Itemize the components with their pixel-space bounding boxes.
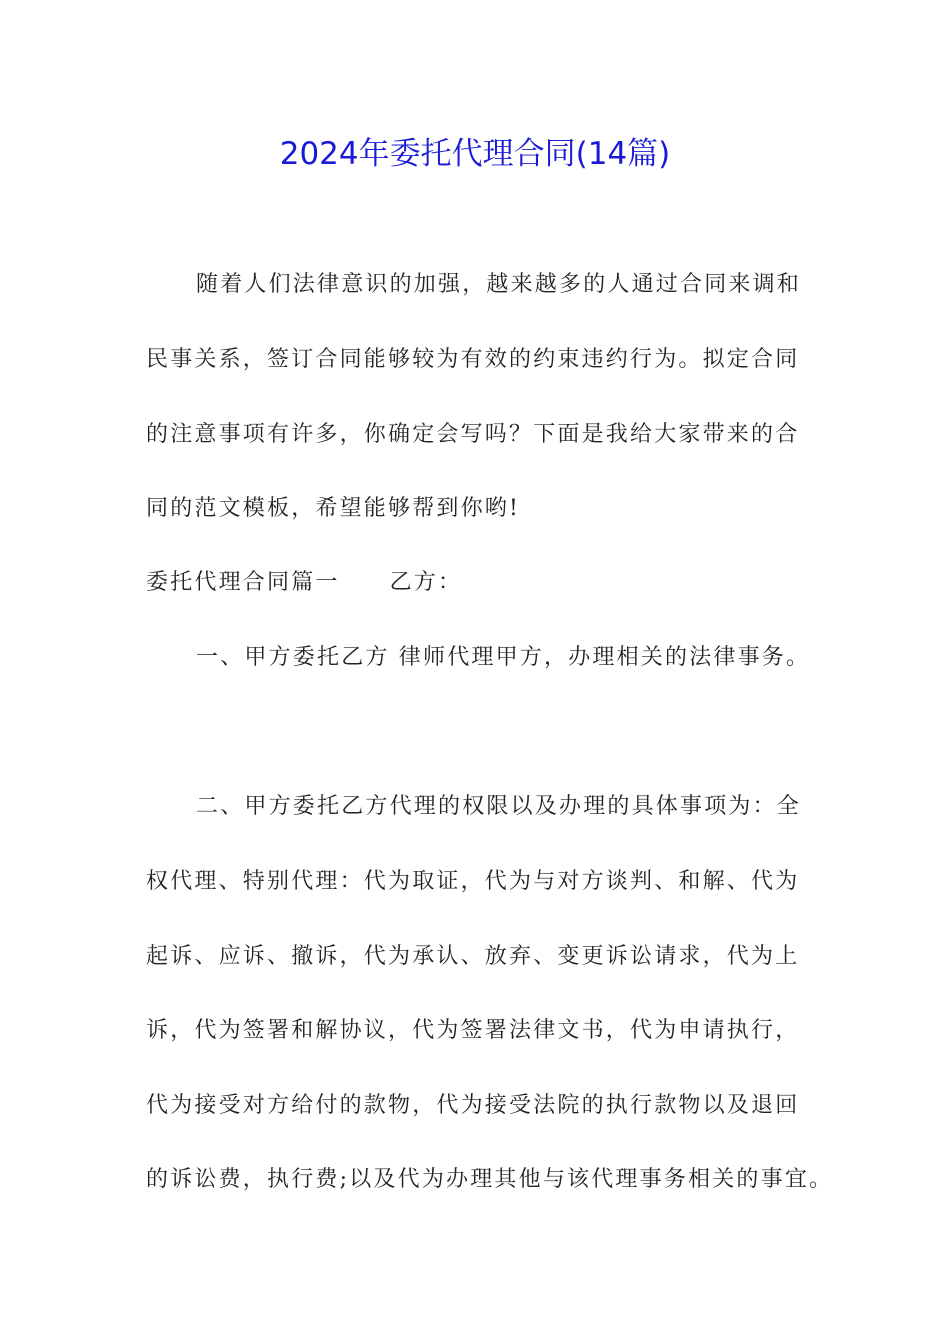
document-title: 2024年委托代理合同(14篇): [279, 136, 671, 172]
section-heading-row: [146, 568, 462, 598]
intro-line-4: 同的范文模板，希望能够帮到你哟!: [146, 496, 521, 521]
clause-2-line-2: 权代理、特别代理：代为取证，代为与对方谈判、和解、代为: [146, 869, 800, 894]
clause-2-line-6: 的诉讼费，执行费;以及代为办理其他与该代理事务相关的事宜。: [146, 1167, 834, 1192]
clause-2-line-3: 起诉、应诉、撤诉，代为承认、放弃、变更诉讼请求，代为上: [146, 944, 800, 969]
clause-2-line-1: 二、甲方委托乙方代理的权限以及办理的具体事项为：全: [196, 794, 802, 819]
party-b-label: 乙方：: [389, 570, 463, 595]
intro-line-1: 随着人们法律意识的加强，越来越多的人通过合同来调和: [196, 272, 802, 297]
clause-2-line-5: 代为接受对方给付的款物，代为接受法院的执行款物以及退回: [146, 1093, 800, 1118]
clause-2-line-4: 诉，代为签署和解协议，代为签署法律文书，代为申请执行，: [146, 1018, 800, 1043]
intro-line-3: 的注意事项有许多，你确定会写吗？下面是我给大家带来的合: [146, 422, 800, 447]
section-heading: 委托代理合同篇一: [146, 570, 340, 595]
intro-line-2: 民事关系，签订合同能够较为有效的约束违约行为。拟定合同: [146, 347, 800, 372]
clause-1: 一、甲方委托乙方 律师代理甲方，办理相关的法律事务。: [196, 645, 811, 670]
